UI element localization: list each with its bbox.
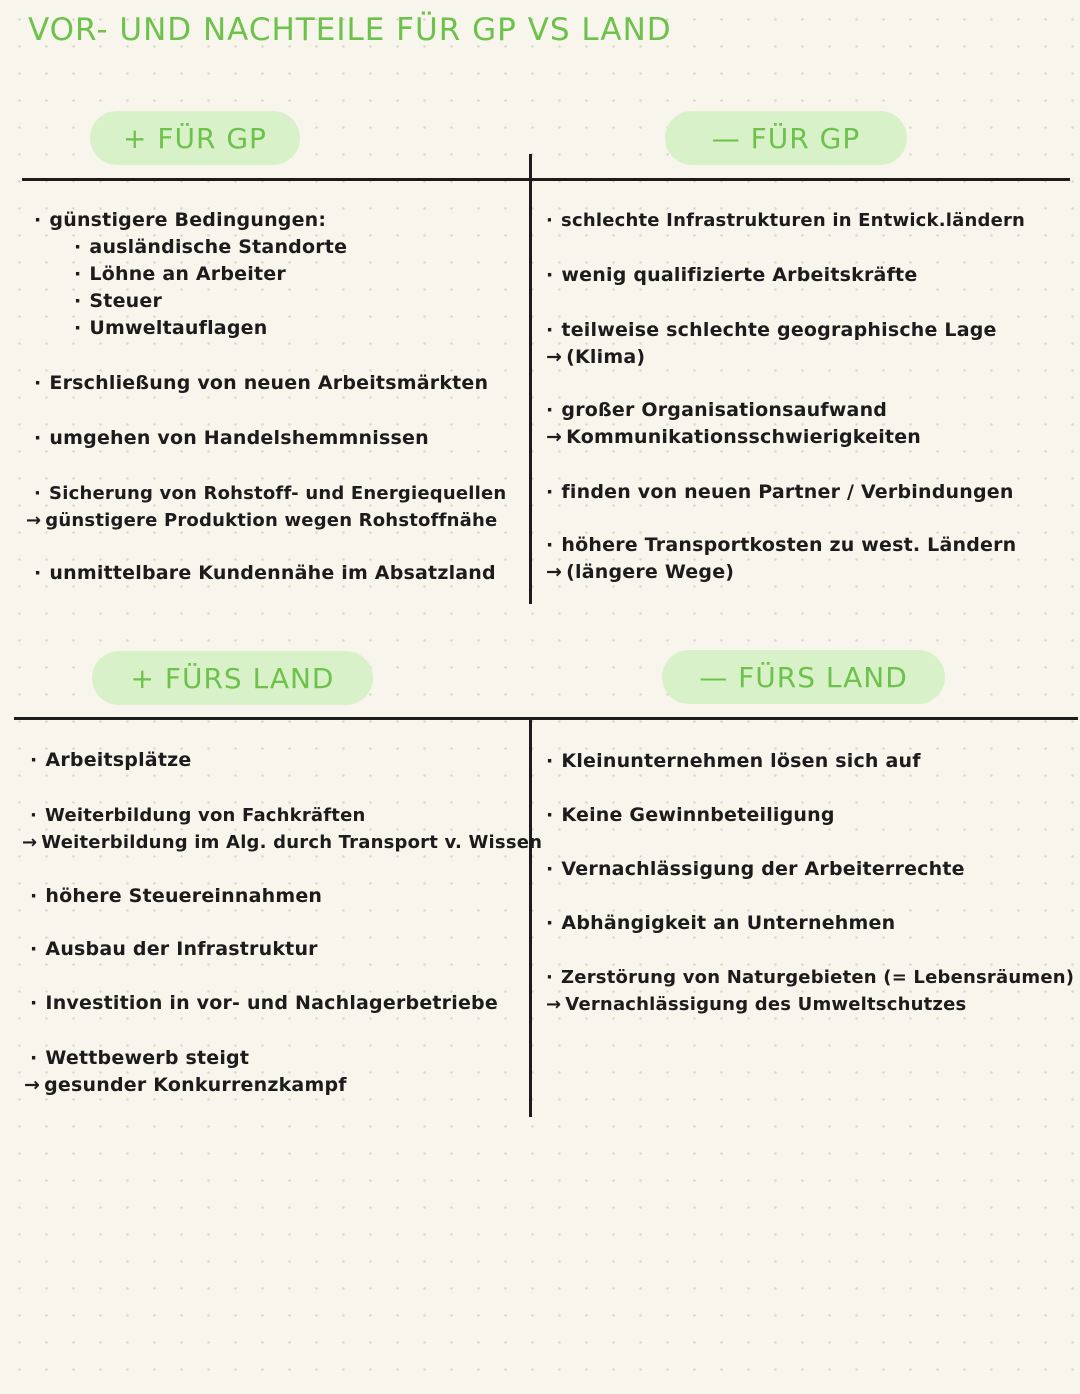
item-text: · Weiterbildung von Fachkräften xyxy=(30,802,542,829)
header-con-land: — FÜRS LAND xyxy=(662,650,945,704)
list-item xyxy=(30,802,542,856)
list-item xyxy=(30,990,498,1017)
list-item xyxy=(546,317,997,371)
item-text: · unmittelbare Kundennähe im Absatzland xyxy=(34,560,496,587)
item-note: → Vernachlässigung des Umweltschutzes xyxy=(546,991,1074,1018)
item-note: → Weiterbildung im Alg. durch Transport v. Wissen xyxy=(22,829,542,856)
list-item xyxy=(546,397,921,451)
divider-land xyxy=(529,717,532,1117)
list-item xyxy=(30,1045,347,1099)
list-item xyxy=(546,964,1074,1018)
item-note: → (längere Wege) xyxy=(546,559,1016,586)
item-text: · Vernachlässigung der Arbeiterrechte xyxy=(546,856,965,883)
item-text: · schlechte Infrastrukturen in Entwick.ländern xyxy=(546,207,1025,234)
item-text: · finden von neuen Partner / Verbindungen xyxy=(546,479,1014,506)
list-item xyxy=(546,479,1014,506)
item-text: · Wettbewerb steigt xyxy=(30,1045,347,1072)
page-title: VOR- UND NACHTEILE FÜR GP VS LAND xyxy=(28,12,672,48)
item-text: · teilweise schlechte geographische Lage xyxy=(546,317,997,344)
item-text: · günstigere Bedingungen: xyxy=(34,207,347,234)
divider-gp xyxy=(529,154,532,604)
sub-item: · Umweltauflagen xyxy=(34,315,347,342)
list-item xyxy=(546,207,1025,234)
item-text: · Keine Gewinnbeteiligung xyxy=(546,802,835,829)
list-item xyxy=(34,207,347,342)
divider-top xyxy=(22,178,1070,181)
item-text: · großer Organisationsaufwand xyxy=(546,397,921,424)
header-pro-land: + FÜRS LAND xyxy=(92,651,373,705)
item-text: · Zerstörung von Naturgebieten (= Lebensräumen) xyxy=(546,964,1074,991)
divider-bottom xyxy=(14,717,1078,720)
list-item xyxy=(546,802,835,829)
item-text: · Abhängigkeit an Unternehmen xyxy=(546,910,895,937)
list-item xyxy=(546,910,895,937)
item-note: → Kommunikationsschwierigkeiten xyxy=(546,424,921,451)
item-text: · wenig qualifizierte Arbeitskräfte xyxy=(546,262,917,289)
list-item xyxy=(34,560,496,587)
item-note: → günstigere Produktion wegen Rohstoffnähe xyxy=(26,507,506,534)
list-item xyxy=(30,883,322,910)
list-item xyxy=(34,370,488,397)
list-item xyxy=(30,747,191,774)
sub-item: · Löhne an Arbeiter xyxy=(34,261,347,288)
item-text: · Erschließung von neuen Arbeitsmärkten xyxy=(34,370,488,397)
list-item xyxy=(546,856,965,883)
item-text: · höhere Transportkosten zu west. Ländern xyxy=(546,532,1016,559)
header-pro-gp: + FÜR GP xyxy=(90,111,300,165)
list-item xyxy=(34,480,506,534)
item-note: → gesunder Konkurrenzkampf xyxy=(24,1072,347,1099)
item-text: · Arbeitsplätze xyxy=(30,747,191,774)
sub-item: · ausländische Standorte xyxy=(34,234,347,261)
list-item xyxy=(34,425,429,452)
list-item xyxy=(30,936,318,963)
item-text: · umgehen von Handelshemmnissen xyxy=(34,425,429,452)
list-item xyxy=(546,532,1016,586)
header-con-gp: — FÜR GP xyxy=(665,111,907,165)
item-note: → (Klima) xyxy=(546,344,997,371)
list-item xyxy=(546,748,921,775)
item-text: · Kleinunternehmen lösen sich auf xyxy=(546,748,921,775)
item-text: · Ausbau der Infrastruktur xyxy=(30,936,318,963)
sub-item: · Steuer xyxy=(34,288,347,315)
list-item xyxy=(546,262,917,289)
item-text: · höhere Steuereinnahmen xyxy=(30,883,322,910)
item-text: · Sicherung von Rohstoff- und Energiequellen xyxy=(34,480,506,507)
item-text: · Investition in vor- und Nachlagerbetriebe xyxy=(30,990,498,1017)
